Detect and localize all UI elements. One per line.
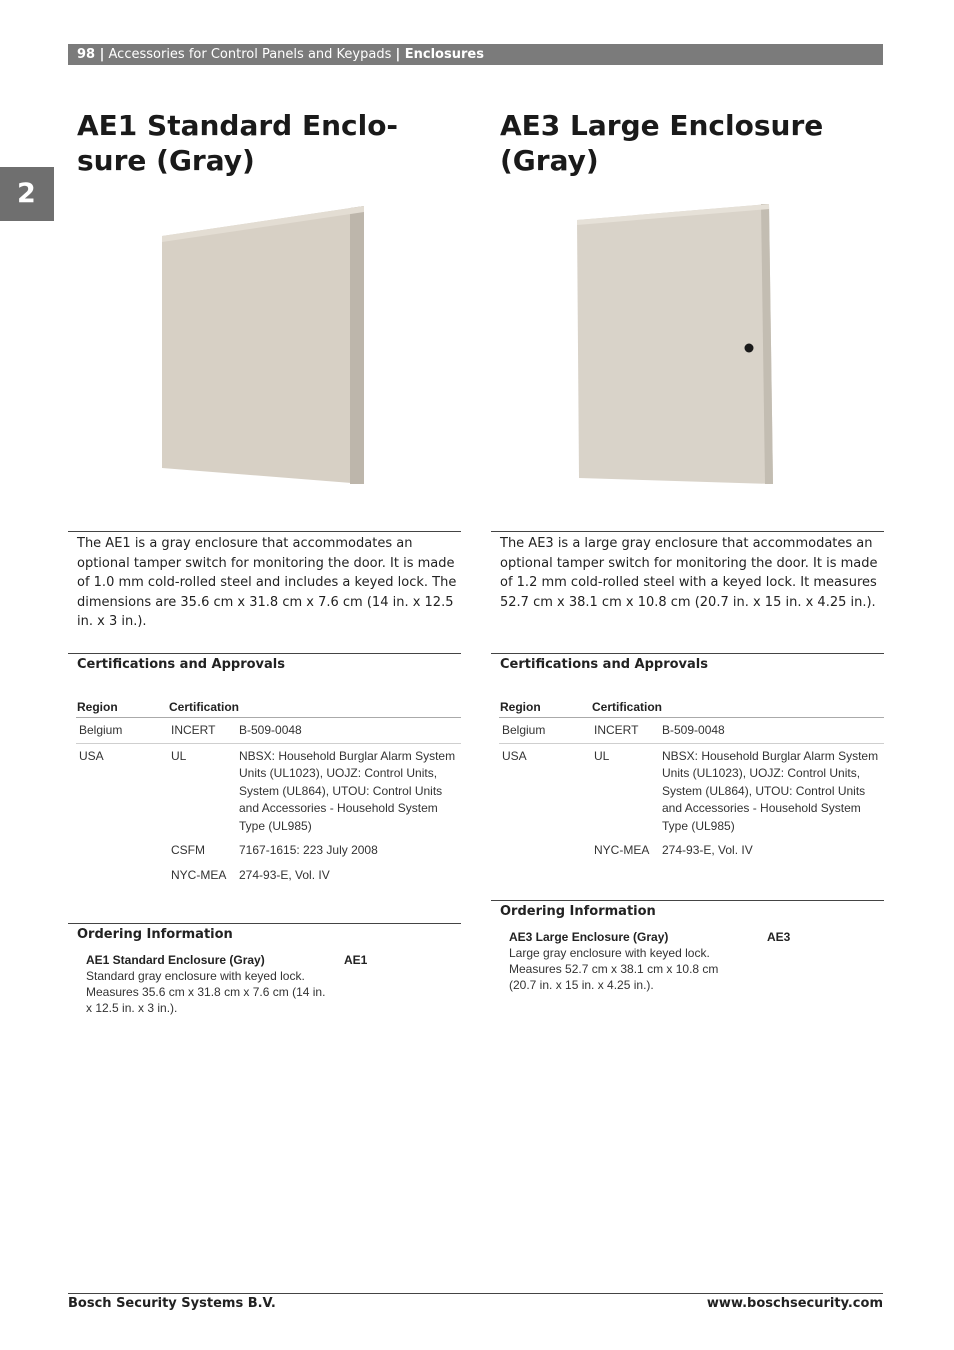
- table-header-row: [76, 698, 461, 718]
- cell-body: NYC-MEA: [171, 867, 227, 882]
- footer-divider: [68, 1293, 883, 1294]
- certifications-heading: Certifications and Approvals: [500, 657, 708, 672]
- cell-body: UL: [594, 748, 610, 763]
- cell-region: USA: [502, 748, 527, 763]
- order-item-code: AE3: [767, 930, 791, 944]
- section-divider: [491, 531, 884, 532]
- table-row: [76, 743, 461, 838]
- cell-region: Belgium: [499, 718, 591, 744]
- cell-detail: NBSX: Household Burglar Alarm System Units (UL1023), UOJZ: Control Units, System (UL864), UTOU: Control Units and Accessories - Household System Type (UL985): [239, 748, 456, 833]
- product-title-ae3: [500, 108, 870, 178]
- section-divider: [68, 531, 461, 532]
- table-row: [499, 838, 884, 863]
- table-row: [76, 838, 461, 863]
- ordering-heading: Ordering Information: [500, 904, 656, 919]
- order-item-description: Standard gray enclosure with keyed lock. Measures 35.6 cm x 31.8 cm x 7.6 cm (14 in. x 12.5 in. x 3 in.).: [86, 969, 326, 1015]
- cell-region: USA: [79, 748, 104, 763]
- title-line-2: (Gray): [500, 144, 599, 177]
- product-description: The AE3 is a large gray enclosure that accommodates an optional tamper switch for monitoring the door. It is made of 1.2 mm cold-rolled steel with a keyed lock. It measures 52.7 cm x 38.1 cm x 10.8 cm (20.7 in. x 15 in. x 4.25 in.).: [500, 536, 878, 610]
- cell-detail: 274-93-E, Vol. IV: [662, 843, 753, 857]
- footer-website-link[interactable]: www.boschsecurity.com: [706, 1296, 883, 1311]
- ordering-item: [509, 930, 879, 993]
- cell-detail: 7167-1615: 223 July 2008: [239, 843, 378, 857]
- cell-body: UL: [171, 748, 187, 763]
- section-divider: [68, 653, 461, 654]
- cell-body: CSFM: [171, 843, 205, 857]
- order-item-name: AE3 Large Enclosure (Gray): [509, 930, 669, 944]
- column-header-region: Region: [76, 698, 168, 718]
- enclosure-ae3-image: [569, 200, 829, 492]
- enclosure-ae1-image: [158, 200, 418, 490]
- header-section: Accessories for Control Panels and Keypads: [108, 47, 392, 62]
- page-number: 98 |: [77, 47, 105, 62]
- cell-region: [76, 863, 168, 888]
- cell-region: [76, 838, 168, 863]
- header-subsection: | Enclosures: [395, 47, 484, 62]
- order-item-name: AE1 Standard Enclosure (Gray): [86, 953, 265, 967]
- cell-region: Belgium: [76, 718, 168, 744]
- page-header-bar: [68, 44, 883, 65]
- cell-region: [499, 838, 591, 863]
- certifications-table: [499, 698, 884, 863]
- cell-body: NYC-MEA: [594, 843, 650, 857]
- section-divider: [491, 900, 884, 901]
- cell-detail: NBSX: Household Burglar Alarm System Units (UL1023), UOJZ: Control Units, System (UL864), UTOU: Control Units and Accessories - Household System Type (UL985): [662, 748, 879, 833]
- ordering-item: [86, 953, 456, 1016]
- certifications-table: [76, 698, 461, 887]
- product-title-ae1: [77, 108, 447, 178]
- table-header-row: [499, 698, 884, 718]
- cell-body: INCERT: [591, 718, 659, 744]
- cell-detail: B-509-0048: [659, 718, 884, 744]
- chapter-tab: 2: [0, 167, 54, 221]
- table-row: [499, 718, 884, 744]
- product-description: The AE1 is a gray enclosure that accommodates an optional tamper switch for monitoring the door. It is made of 1.0 mm cold-rolled steel and includes a keyed lock. The dimensions are 35.6 cm x 31.8 cm x 7.6 cm (14 in. x 12.5 in. x 3 in.).: [77, 536, 457, 629]
- ordering-heading: Ordering Information: [77, 927, 233, 942]
- title-line-1: AE1 Standard Enclo-: [77, 109, 399, 142]
- table-row: [76, 718, 461, 744]
- section-divider: [491, 653, 884, 654]
- title-line-1: AE3 Large Enclosure: [500, 109, 824, 142]
- order-item-code: AE1: [344, 953, 368, 967]
- cell-detail: 274-93-E, Vol. IV: [239, 867, 330, 882]
- column-header-certification: Certification: [168, 698, 461, 718]
- column-header-certification: Certification: [591, 698, 884, 718]
- order-item-description: Large gray enclosure with keyed lock. Measures 52.7 cm x 38.1 cm x 10.8 cm (20.7 in. x 15 in. x 4.25 in.).: [509, 946, 719, 992]
- column-header-region: Region: [499, 698, 591, 718]
- section-divider: [68, 923, 461, 924]
- footer-company: Bosch Security Systems B.V.: [68, 1296, 276, 1311]
- table-row: [499, 743, 884, 838]
- certifications-heading: Certifications and Approvals: [77, 657, 285, 672]
- keyhole-icon: [745, 344, 754, 353]
- title-line-2: sure (Gray): [77, 144, 255, 177]
- cell-body: INCERT: [168, 718, 236, 744]
- cell-detail: B-509-0048: [236, 718, 461, 744]
- table-row: [76, 863, 461, 888]
